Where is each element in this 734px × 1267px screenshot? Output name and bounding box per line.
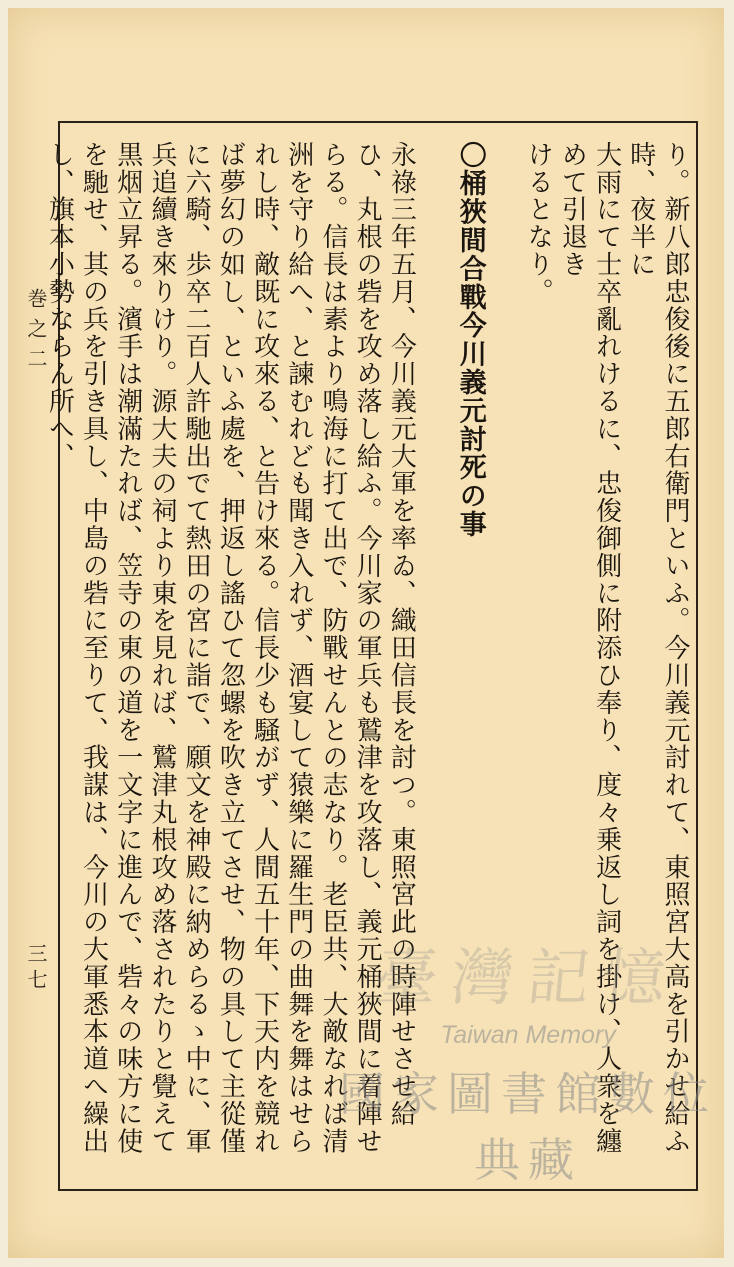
page-number: 三七	[24, 943, 48, 995]
vertical-text-block	[44, 141, 692, 1181]
text-line-1: り。新八郎忠俊後に五郎右衛門といふ。今川義元討れて、東照宮大高を引かせ給ふ時、夜半に	[625, 141, 690, 1155]
volume-label: 巻之二	[24, 288, 48, 378]
watermark-cjk-top: 臺灣記憶	[371, 941, 684, 1014]
watermark-english: Taiwan Memory	[440, 1021, 616, 1049]
paragraph-1: 永祿三年五月、今川義元大軍を率ゐ、織田信長を討つ。東照宮此の時陣せさせ給ひ、丸根の砦を攻め落し給ふ。今川家の軍兵も鷲津を攻落し、義元桶狹間に着陣せらる。信長は素より鳴海に打て出で、防戰せんとの志なり。老臣共、大敵なれば清洲を守り給へ、と諫むれども聞き入れず、酒宴して猿樂に羅生門の曲舞を舞はせられし時、敵既に攻來る、と告け來る。信長少も騒がず、人間五十年、下天内を競れば夢幻の如し、といふ處を、押返し謠ひて忽螺を吹き立てさせ、物の具して主從僅に六騎、歩卒二百人許馳出でて熱田の宮に詣で、願文を神殿に納めらるゝ中に、軍兵追續き來りけり。源大夫の祠より東を見れば、鷲津丸根攻め落されたりと覺えて黒烟立昇る。濱手は潮滿たれば、笠寺の東の道を一文字に進んで、砦々の味方に使を馳せ、其の兵を引き具し、中島の砦に至りて、我謀は、今川の大軍悉本道へ繰出し、旗本小勢ならん所へ、	[44, 141, 417, 1155]
page-paper	[8, 8, 724, 1258]
section-title: 〇桶狹間合戰今川義元討死の事	[454, 141, 486, 539]
text-line-2: 大雨にて士卒亂れけるに、忠俊御側に附添ひ奉り、度々乗返し詞を掛け、人衆を纏めて引退き	[557, 141, 622, 1155]
text-frame	[44, 121, 698, 1191]
watermark-cjk-bottom: 國家圖書館數位典藏	[339, 1067, 717, 1187]
text-line-3: けるとなり。	[523, 141, 554, 306]
